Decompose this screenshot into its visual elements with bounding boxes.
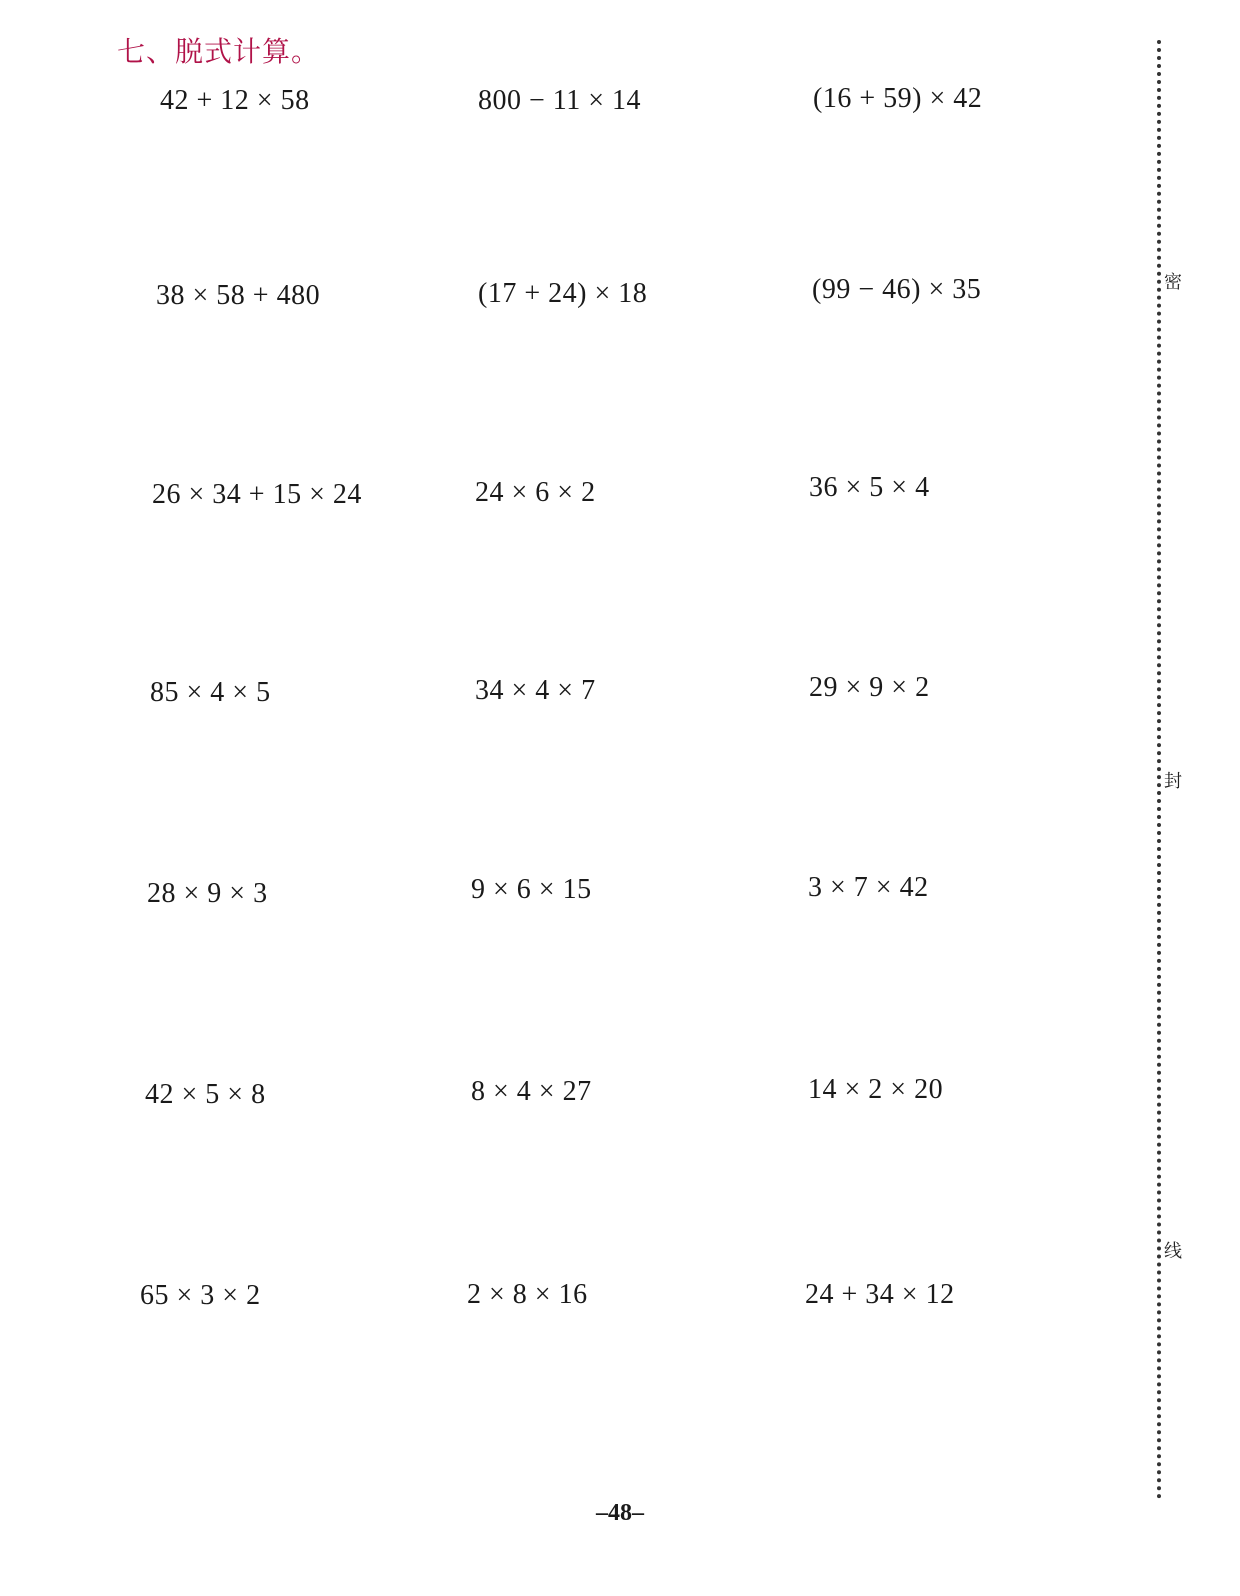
problem-expression: 36 × 5 × 4: [809, 472, 930, 503]
binding-label-line: 线: [1164, 1241, 1182, 1262]
problem-expression: (16 + 59) × 42: [813, 83, 983, 114]
binding-dotted-line: [1157, 40, 1161, 1500]
problem-expression: 42 × 5 × 8: [145, 1079, 266, 1110]
page-number: –48–: [596, 1500, 644, 1526]
problem-expression: 29 × 9 × 2: [809, 672, 930, 703]
problem-expression: 85 × 4 × 5: [150, 677, 271, 708]
problem-expression: 8 × 4 × 27: [471, 1076, 592, 1107]
problem-expression: 9 × 6 × 15: [471, 874, 592, 905]
problem-expression: 42 + 12 × 58: [160, 85, 310, 116]
problem-expression: 28 × 9 × 3: [147, 878, 268, 909]
problem-expression: 3 × 7 × 42: [808, 872, 929, 903]
problem-expression: 65 × 3 × 2: [140, 1280, 261, 1311]
problem-expression: (17 + 24) × 18: [478, 278, 648, 309]
problem-expression: 38 × 58 + 480: [156, 280, 321, 311]
problem-expression: 24 × 6 × 2: [475, 477, 596, 508]
problem-expression: (99 − 46) × 35: [812, 274, 982, 305]
problem-expression: 2 × 8 × 16: [467, 1279, 588, 1310]
problem-expression: 24 + 34 × 12: [805, 1279, 955, 1310]
section-title: 七、脱式计算。: [117, 35, 321, 68]
binding-label-seal: 密: [1164, 272, 1182, 293]
binding-label-close: 封: [1164, 771, 1182, 792]
problem-expression: 800 − 11 × 14: [478, 85, 642, 116]
problem-expression: 26 × 34 + 15 × 24: [152, 479, 362, 510]
problem-expression: 14 × 2 × 20: [808, 1074, 944, 1105]
problem-expression: 34 × 4 × 7: [475, 675, 596, 706]
